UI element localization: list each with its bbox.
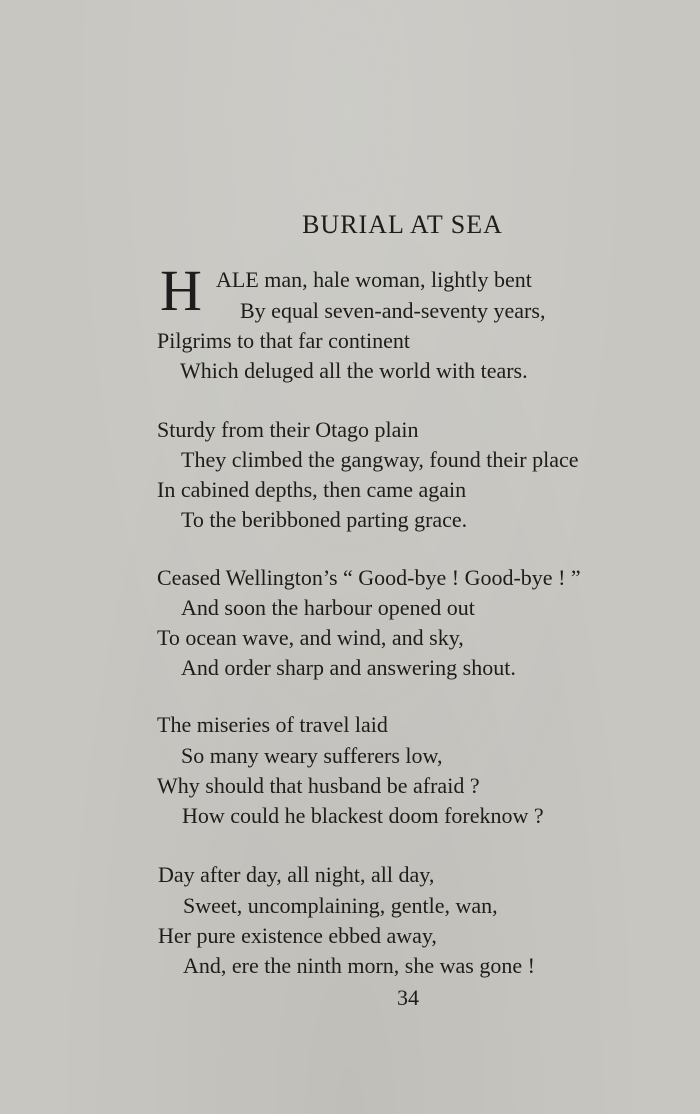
poem-line: To ocean wave, and wind, and sky, xyxy=(157,625,464,650)
poem-line: Sturdy from their Otago plain xyxy=(157,417,419,442)
poem-line: By equal seven-and-seventy years, xyxy=(240,298,546,323)
poem-line: Why should that husband be afraid ? xyxy=(157,773,480,798)
poem-line: To the beribboned parting grace. xyxy=(181,507,468,532)
poem-line: And soon the harbour opened out xyxy=(181,595,475,620)
poem-line: ALE man, hale woman, lightly bent xyxy=(216,267,532,292)
poem-line: How could he blackest doom foreknow ? xyxy=(182,803,544,828)
poem-line: So many weary sufferers low, xyxy=(181,743,443,768)
poem-line: The miseries of travel laid xyxy=(157,712,388,737)
poem-line: Which deluged all the world with tears. xyxy=(180,358,528,383)
poem-line: Sweet, uncomplaining, gentle, wan, xyxy=(183,893,498,918)
poem-line: Pilgrims to that far continent xyxy=(157,328,410,353)
poem-line: Day after day, all night, all day, xyxy=(158,862,435,887)
poem-line: Ceased Wellington’s “ Good-bye ! Good-bye ! ” xyxy=(157,565,581,590)
poem-line: And, ere the ninth morn, she was gone ! xyxy=(183,953,535,978)
page-number: 34 xyxy=(397,985,419,1010)
poem-line: They climbed the gangway, found their place xyxy=(181,447,579,472)
poem-title: BURIAL AT SEA xyxy=(302,210,503,239)
drop-cap: H xyxy=(160,258,202,323)
poem-line: Her pure existence ebbed away, xyxy=(158,923,437,948)
poem-line: And order sharp and answering shout. xyxy=(181,655,516,680)
poem-line: In cabined depths, then came again xyxy=(157,477,467,502)
